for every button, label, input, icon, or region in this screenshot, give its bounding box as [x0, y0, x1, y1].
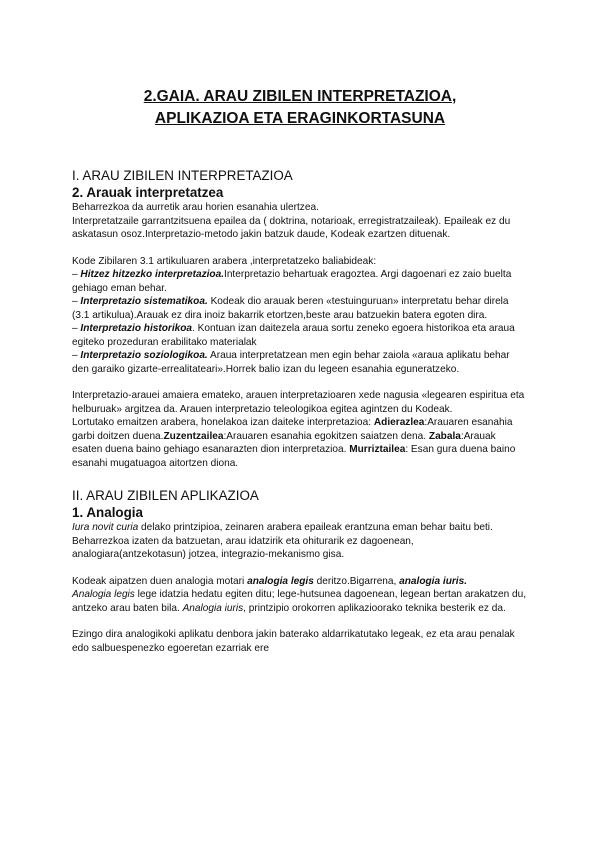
list-item-term: Interpretazio sistematikoa. [80, 296, 208, 307]
italic-term: Iura novit curia [72, 522, 139, 533]
paragraph [72, 588, 528, 615]
list-item-text: Araua interpretatzean men egin behar zaiola «araua aplikatu behar den garaiko gizarte-errealitateari».Horrek balio izan du legeen esanahia eguneratzeko. [72, 350, 510, 375]
section-1-subheading: 2. Arauak interpretatzea [72, 185, 224, 200]
document-title [72, 86, 528, 130]
text-run: delako printzipioa, zeinaren arabera epaileak erantzuna eman behar baitu beti. [138, 522, 493, 533]
paragraph: Beharrezkoa izaten da batzuetan, arau idatzirik eta ohiturarik ez dagoenean, analogiara(antzekotasun) jotzea, integrazio-mekanismo gisa. [72, 535, 414, 560]
section-2-heading: II. ARAU ZIBILEN APLIKAZIOA [72, 488, 259, 503]
paragraph [72, 416, 528, 470]
list-item: – Interpretazio soziologikoa. Araua interpretatzean men egin behar zaiola «araua aplikatu behar den garaiko gizarte-errealitateari».Horrek balio izan du legeen esanahia eguneratzeko. [72, 350, 510, 375]
bold-italic-term: analogia legis [247, 575, 314, 587]
italic-term: Analogia iuris [182, 602, 244, 614]
text-run: , printzipio orokorren aplikazioorako teknika besterik ez da. [243, 602, 506, 614]
list-item-term: Interpretazio soziologikoa. [80, 350, 208, 361]
paragraph: Interpretazio-arauei amaiera emateko, arauen interpretazioaren xede nagusia «legearen espiritua eta helburuak» argitzea da. Arauen interpretazio teleologikoa egitea agintzen du Kodeak. [72, 390, 525, 415]
list-item: – Interpretazio historikoa. Kontuan izan daitezela araua sortu zeneko egoera historikoa eta araua egiteko prozeduran erabilitako materialak [72, 323, 515, 348]
text-run: :Arauaren esanahia garbi doitzen duena. [72, 417, 513, 442]
list-item-term: Interpretazio historikoa [80, 323, 193, 334]
paragraph: Beharrezkoa da aurretik arau horien esanahia ulertzea. [72, 202, 319, 213]
paragraph [72, 575, 528, 589]
text-run: :Arauaren esanahia egokitzen saiatzen dena. [223, 430, 427, 442]
title-line-1: 2.GAIA. ARAU ZIBILEN INTERPRETAZIOA, [143, 88, 457, 105]
text-run: Kodeak aipatzen duen analogia motari [72, 575, 248, 587]
paragraph: Interpretatzaile garrantzitsuena epailea da ( doktrina, notarioak, erregistratzaileak). Epaileak ez du askatasun osoz.Interpretazio-metodo jakin batzuk daude, Kodeak ezartzen dituenak. [72, 215, 511, 240]
section-1-heading: I. ARAU ZIBILEN INTERPRETAZIOA [72, 168, 293, 183]
paragraph [72, 521, 528, 535]
bold-italic-term: analogia iuris. [399, 575, 468, 587]
bold-term: Adierazlea [373, 417, 425, 428]
paragraph: Kode Zibilaren 3.1 artikuluaren arabera ,interpretatzeko baliabideak: [72, 255, 377, 267]
list-item: – Hitzez hitzezko interpretazioa.Interpretazio behartuak eragoztea. Argi dagoenari ez zaio buelta gehiago eman behar. [72, 269, 512, 294]
bold-term: Murriztailea [349, 444, 406, 455]
title-line-2: APLIKAZIOA ETA ERAGINKORTASUNA [154, 110, 446, 127]
bold-term: Zuzentzailea [163, 430, 224, 442]
paragraph: Ezingo dira analogikoki aplikatu denbora jakin baterako aldarrikatutako legeak, ez eta arau penalak edo salbuespenezko egoeretan ezarriak ere [72, 629, 515, 654]
document-page [72, 86, 528, 655]
text-run: Lortutako emaitzen arabera, honelakoa izan daiteke interpretazioa: [72, 417, 374, 428]
list-item-text: Kodeak dio arauak beren «testuinguruan» interpretatu behar direla (3.1 artikulua).Arauak ez dira inoiz bakarrik etortzen,beste arau batzuekin batera egoten dira. [72, 296, 509, 321]
list-item-term: Hitzez hitzezko interpretazioa. [80, 269, 225, 280]
text-run: :Arauak esaten duena baino gehiago esanarazten dion interpretazioa. [72, 430, 496, 455]
text-run: deritzo.Bigarrena, [313, 575, 400, 587]
text-run: lege idatzia hedatu egiten ditu; lege-hutsunea dagoenean, legean bertan arakatzen du, antzeko arau baten bila. [72, 589, 527, 614]
section-2-subheading: 1. Analogia [72, 505, 143, 520]
text-run: : Esan gura duena baino esanahi mugatuagoa aitortzen diona. [72, 444, 516, 469]
italic-term: Analogia legis [72, 589, 135, 600]
list-item: – Interpretazio sistematikoa. Kodeak dio arauak beren «testuinguruan» interpretatu behar direla (3.1 artikulua).Arauak ez dira inoiz bakarrik etortzen,beste arau batzuekin batera egoten dira. [72, 296, 509, 321]
list-item-text: Interpretazio behartuak eragoztea. Argi dagoenari ez zaio buelta gehiago eman behar. [72, 269, 512, 294]
list-item-text: . Kontuan izan daitezela araua sortu zeneko egoera historikoa eta araua egiteko prozeduran erabilitako materialak [72, 323, 515, 348]
bold-term: Zabala [428, 430, 461, 442]
